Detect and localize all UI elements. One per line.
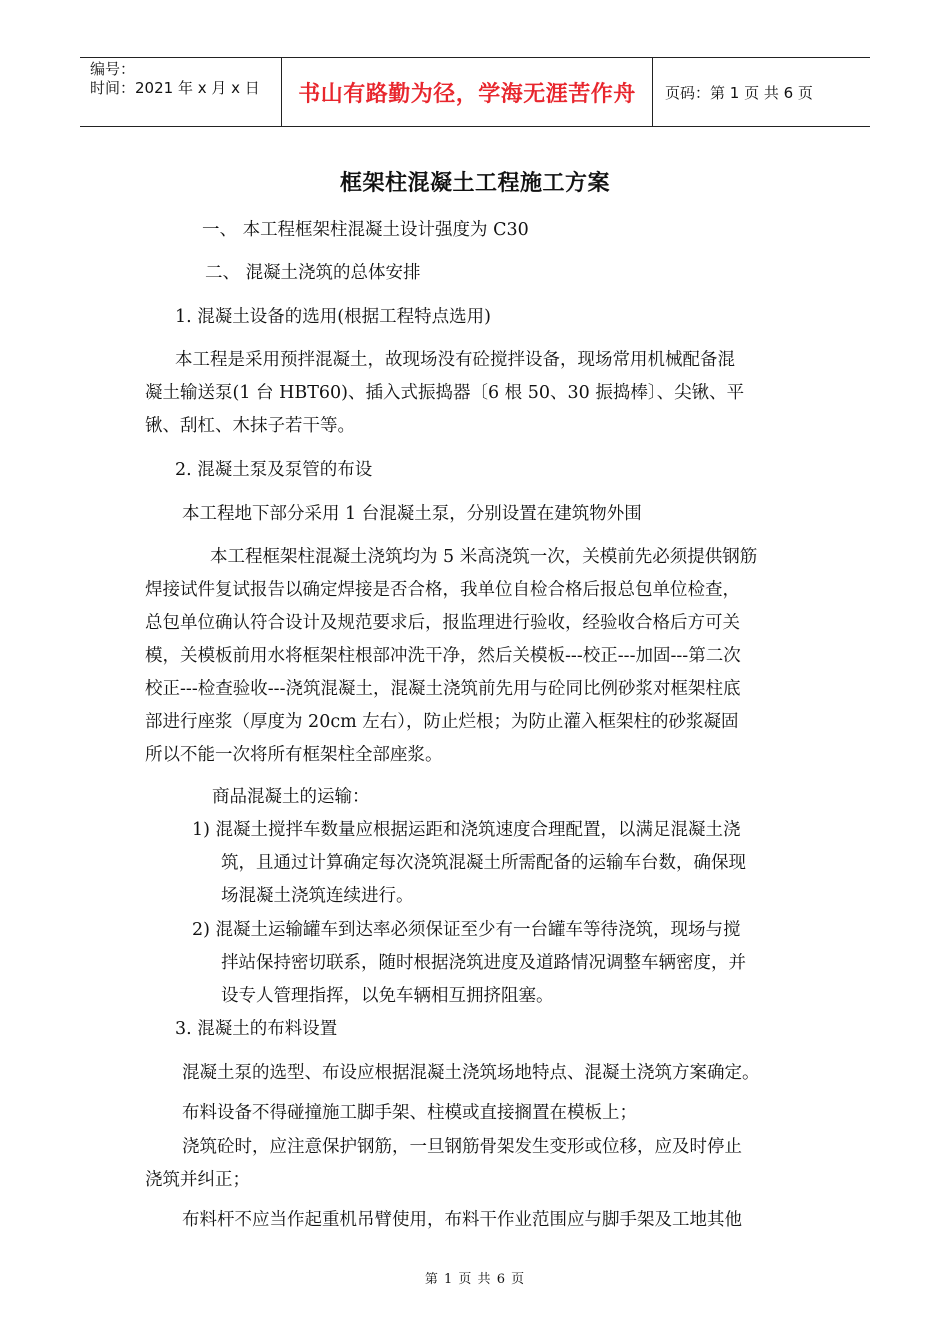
body-line: 锹、刮杠、木抹子若干等。 bbox=[145, 416, 355, 436]
body-line: 总包单位确认符合设计及规范要求后，报监理进行验收，经验收合格后方可关 bbox=[145, 613, 740, 633]
body-line: 混凝土泵的选型、布设应根据混凝土浇筑场地特点、混凝土浇筑方案确定。 bbox=[182, 1063, 760, 1083]
header-left-cell bbox=[80, 58, 281, 126]
body-line: 布料杆不应当作起重机吊臂使用，布料干作业范围应与脚手架及工地其他 bbox=[182, 1210, 742, 1230]
body-line: 本工程框架柱混凝土浇筑均为 5 米高浇筑一次，关模前先必须提供钢筋 bbox=[210, 547, 758, 567]
body-line: 本工程是采用预拌混凝土，故现场没有砼搅拌设备，现场常用机械配备混 bbox=[175, 350, 735, 370]
body-line: 本工程地下部分采用 1 台混凝土泵，分别设置在建筑物外围 bbox=[182, 504, 642, 524]
subsection-heading-3: 3. 混凝土的布料设置 bbox=[175, 1019, 338, 1039]
body-line: 所以不能一次将所有框架柱全部座浆。 bbox=[145, 745, 443, 765]
subsection-heading-2: 2. 混凝土泵及泵管的布设 bbox=[175, 460, 373, 480]
page-footer: 第 1 页 共 6 页 bbox=[424, 1272, 526, 1287]
body-line: 商品混凝土的运输： bbox=[212, 787, 370, 807]
document-number-label: 编号： bbox=[90, 60, 136, 78]
subsection-heading-1: 1. 混凝土设备的选用(根据工程特点选用) bbox=[175, 307, 491, 327]
body-line: 模，关模板前用水将框架柱根部冲洗干净，然后关模板---校正---加固---第二次 bbox=[145, 646, 741, 666]
list-item-2-line: 拌站保持密切联系，随时根据浇筑进度及道路情况调整车辆密度，并 bbox=[221, 953, 746, 973]
body-line: 凝土输送泵(1 台 HBT60)、插入式振捣器〔6 根 50、30 振捣棒〕、尖锹、平 bbox=[145, 383, 745, 403]
section-heading-2: 二、 混凝土浇筑的总体安排 bbox=[205, 263, 421, 283]
list-item-1-line: 1) 混凝土搅拌车数量应根据运距和浇筑速度合理配置，以满足混凝土浇 bbox=[192, 820, 741, 840]
header-page-info: 页码：第 1 页 共 6 页 bbox=[665, 83, 813, 102]
document-date: 时间：2021 年 x 月 x 日 bbox=[90, 79, 260, 97]
section-heading-1: 一、 本工程框架柱混凝土设计强度为 C30 bbox=[202, 220, 529, 240]
body-line: 校正---检查验收---浇筑混凝土，混凝土浇筑前先用与砼同比例砂浆对框架柱底 bbox=[145, 679, 741, 699]
document-title: 框架柱混凝土工程施工方案 bbox=[339, 170, 610, 196]
list-item-1-line: 场混凝土浇筑连续进行。 bbox=[221, 886, 414, 906]
list-item-2-line: 2) 混凝土运输罐车到达率必须保证至少有一台罐车等待浇筑，现场与搅 bbox=[192, 920, 741, 940]
body-line: 浇筑并纠正； bbox=[145, 1170, 250, 1190]
body-line: 焊接试件复试报告以确定焊接是否合格，我单位自检合格后报总包单位检查， bbox=[145, 580, 740, 600]
body-line: 浇筑砼时，应注意保护钢筋，一旦钢筋骨架发生变形或位移，应及时停止 bbox=[182, 1137, 742, 1157]
body-line: 布料设备不得碰撞施工脚手架、柱模或直接搁置在模板上； bbox=[182, 1103, 637, 1123]
page-header bbox=[80, 57, 870, 127]
list-item-2-line: 设专人管理指挥，以免车辆相互拥挤阻塞。 bbox=[221, 986, 554, 1006]
header-motto: 书山有路勤为径，学海无涯苦作舟 bbox=[281, 58, 653, 126]
body-line: 部进行座浆（厚度为 20cm 左右），防止烂根；为防止灌入框架柱的砂浆凝固 bbox=[145, 712, 739, 732]
list-item-1-line: 筑，且通过计算确定每次浇筑混凝土所需配备的运输车台数，确保现 bbox=[221, 853, 746, 873]
